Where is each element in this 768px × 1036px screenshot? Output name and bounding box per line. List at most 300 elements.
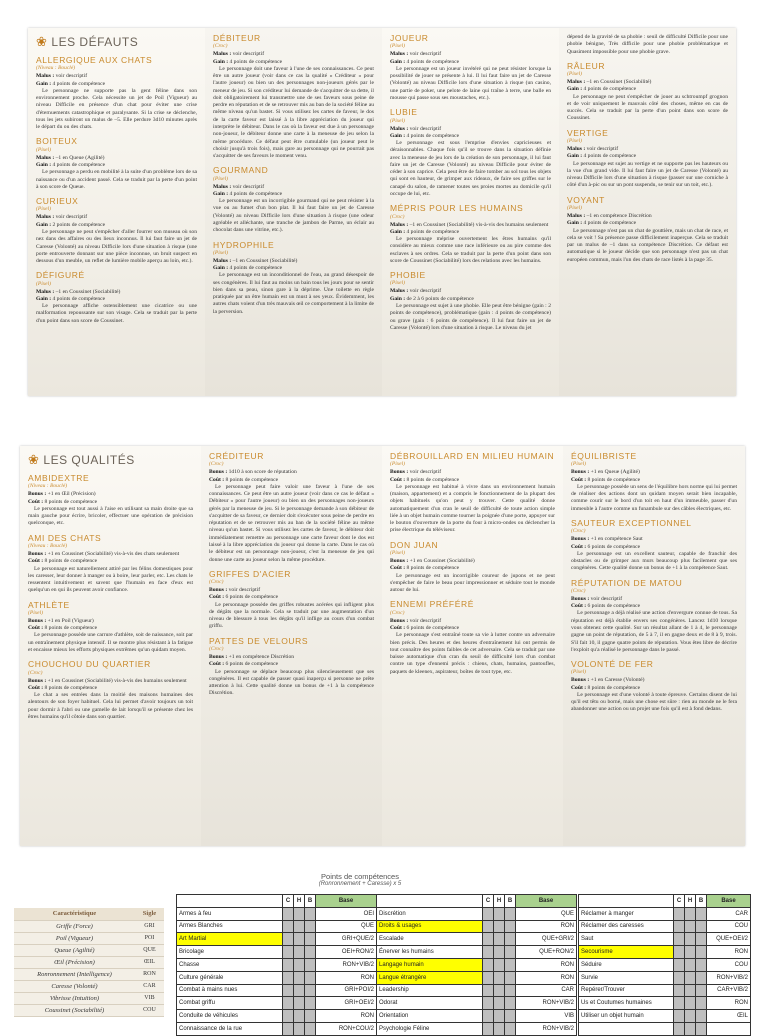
- skill-checkbox[interactable]: [294, 920, 305, 933]
- skill-checkbox[interactable]: [494, 997, 505, 1010]
- skill-checkbox[interactable]: [305, 984, 316, 997]
- skill-checkbox[interactable]: [505, 946, 516, 959]
- entry-tag: (Pixel): [390, 550, 405, 557]
- skills-table-3: [578, 894, 751, 1036]
- skill-name: Armes Blanches: [177, 920, 283, 933]
- skill-checkbox[interactable]: [305, 907, 316, 920]
- qualities-page: [20, 446, 745, 846]
- entry-stat-line: [390, 296, 551, 303]
- characteristic-abbr: COU: [135, 1004, 164, 1016]
- skill-checkbox[interactable]: [674, 920, 685, 933]
- entry-title: AMI DES CHATS: [28, 532, 102, 543]
- skill-row: [177, 946, 577, 959]
- entry-stat-label: Gain :: [390, 295, 406, 302]
- skill-row: [177, 920, 577, 933]
- entry-stat-value: –1 en Coussinet (Sociabilité): [54, 288, 121, 295]
- entry-stat-value: +1 en Coussinet (Sociabilité) vis-à-vis des chats seulement: [46, 551, 180, 558]
- entry-title: HYDROPHILE: [213, 239, 275, 250]
- skill-checkbox[interactable]: [494, 920, 505, 933]
- skills-col-header: H: [294, 895, 305, 908]
- entry-stat-line: [390, 288, 551, 295]
- entry-voyant: [567, 196, 728, 264]
- skill-checkbox[interactable]: [674, 971, 685, 984]
- skill-row: [177, 984, 577, 997]
- entry-title: VERTIGE: [567, 127, 609, 138]
- skill-checkbox[interactable]: [674, 1022, 685, 1035]
- entry-stat-line: [209, 469, 374, 476]
- skill-checkbox[interactable]: [294, 958, 305, 971]
- entry-stat-value: voir descriptif: [589, 595, 623, 602]
- skill-row: [579, 984, 751, 997]
- entry-stat-line: [28, 618, 193, 625]
- entry-stat-line: [209, 594, 374, 601]
- skills-col-header: C: [283, 895, 294, 908]
- entry-stat-value: 8 points de compétence: [43, 625, 98, 632]
- entry-stat-label: Bonus :: [209, 469, 228, 476]
- characteristic-abbr: POI: [135, 932, 164, 944]
- entry-stat-line: [571, 477, 737, 484]
- skill-checkbox[interactable]: [696, 933, 707, 946]
- points-title: Points de compétences: [321, 872, 399, 881]
- entry-stat-line: [213, 59, 374, 66]
- entry-tag: (Pixel): [571, 461, 586, 468]
- entry-don-juan: [390, 541, 555, 595]
- skill-checkbox[interactable]: [505, 971, 516, 984]
- skill-checkbox[interactable]: [674, 946, 685, 959]
- entry-stat-label: Malus :: [390, 221, 409, 228]
- skill-checkbox[interactable]: [483, 997, 494, 1010]
- skill-base: QUE+RON/2: [516, 946, 577, 959]
- skill-checkbox[interactable]: [283, 1010, 294, 1023]
- skill-checkbox[interactable]: [283, 971, 294, 984]
- skill-name: Langue étrangère: [377, 971, 483, 984]
- entry-stat-label: Gain :: [213, 190, 229, 197]
- characteristic-row: [14, 944, 164, 956]
- entry-stat-label: Coût :: [571, 476, 587, 483]
- skill-checkbox[interactable]: [305, 958, 316, 971]
- skill-checkbox[interactable]: [283, 946, 294, 959]
- entry-stat-value: 4 points de compétence: [51, 162, 106, 169]
- entry-pattes-de-velours: [209, 637, 374, 698]
- skill-name: Combat griffu: [177, 997, 283, 1010]
- skill-checkbox[interactable]: [283, 920, 294, 933]
- skill-base: CAR+VIB/2: [707, 984, 751, 997]
- skill-checkbox[interactable]: [483, 1022, 494, 1035]
- defaults-col-1: [28, 28, 205, 396]
- skill-checkbox[interactable]: [494, 1022, 505, 1035]
- skill-checkbox[interactable]: [696, 958, 707, 971]
- skill-checkbox[interactable]: [305, 946, 316, 959]
- skill-checkbox[interactable]: [674, 1010, 685, 1023]
- skill-checkbox[interactable]: [674, 907, 685, 920]
- entry-title: RÂLEUR: [567, 60, 606, 71]
- skill-checkbox[interactable]: [696, 907, 707, 920]
- characteristic-row: [14, 980, 164, 992]
- skill-checkbox[interactable]: [494, 971, 505, 984]
- entry-stat-label: Malus :: [390, 125, 409, 132]
- skill-checkbox[interactable]: [494, 933, 505, 946]
- skill-checkbox[interactable]: [674, 984, 685, 997]
- skill-row: [177, 907, 577, 920]
- skill-checkbox[interactable]: [305, 997, 316, 1010]
- entry-title: CHOUCHOU DU QUARTIER: [28, 659, 151, 670]
- skill-row: [177, 971, 577, 984]
- characteristic-row: [14, 956, 164, 968]
- skill-checkbox[interactable]: [685, 933, 696, 946]
- entry-description: Le chat a ses entrées dans la moitié des maisons humaines des alentours de son foyer habituel. Cela lui permet d'avoir toujours un toit pour dormir à l'abri ou une gamelle de lait lorsqu'il se présente chez les êtres humains qu'il côtoie dans son quartier.: [28, 692, 193, 720]
- entry-tag: (Pixel): [390, 280, 405, 287]
- skills-name-header: [177, 895, 283, 908]
- entry-stat-value: 6 points de compétence: [224, 594, 279, 601]
- skill-checkbox[interactable]: [494, 984, 505, 997]
- entry-stat-value: 8 points de compétence: [586, 684, 641, 691]
- skill-checkbox[interactable]: [685, 958, 696, 971]
- skill-checkbox[interactable]: [696, 984, 707, 997]
- skill-checkbox[interactable]: [696, 997, 707, 1010]
- entry-equilibriste: [571, 452, 737, 513]
- entry-stat-value: voir descriptif: [408, 51, 442, 58]
- paw-icon: ❀: [28, 452, 40, 467]
- skill-checkbox[interactable]: [696, 920, 707, 933]
- skill-base: GRI+QUE/2: [316, 933, 377, 946]
- skill-checkbox[interactable]: [294, 1010, 305, 1023]
- skill-checkbox[interactable]: [494, 1010, 505, 1023]
- entry-stat-value: 4 points de compétence: [405, 58, 460, 65]
- entry-stat-value: voir descriptif: [408, 288, 442, 295]
- entry-stat-line: [28, 678, 193, 685]
- entry-stat-value: voir descriptif: [408, 125, 442, 132]
- entry-stat-line: [390, 229, 551, 236]
- skill-checkbox[interactable]: [505, 984, 516, 997]
- skill-base: RON+VIB/2: [316, 958, 377, 971]
- entry-stat-value: voir descriptif: [54, 73, 88, 80]
- entry-stat-label: Coût :: [571, 684, 587, 691]
- skill-checkbox[interactable]: [294, 907, 305, 920]
- skill-base: COU: [707, 920, 751, 933]
- entry-volonte-de-fer: [571, 660, 737, 714]
- skill-checkbox[interactable]: [305, 971, 316, 984]
- skill-checkbox[interactable]: [283, 997, 294, 1010]
- skill-checkbox[interactable]: [483, 933, 494, 946]
- entry-stat-value: 4 points de compétence: [582, 86, 637, 93]
- skill-checkbox[interactable]: [494, 946, 505, 959]
- skill-checkbox[interactable]: [685, 971, 696, 984]
- entry-stat-label: Bonus :: [28, 677, 47, 684]
- skill-checkbox[interactable]: [483, 920, 494, 933]
- skill-checkbox[interactable]: [685, 946, 696, 959]
- characteristic-row: [14, 1004, 164, 1016]
- entry-tag: (Croc): [209, 579, 224, 586]
- skills-name-header: [579, 895, 674, 908]
- entry-stat-label: Coût :: [209, 594, 225, 601]
- skill-checkbox[interactable]: [305, 1010, 316, 1023]
- skill-row: [579, 920, 751, 933]
- entry-title: DON JUAN: [390, 539, 439, 550]
- entry-stat-value: voir descriptif: [585, 146, 619, 153]
- skill-name: Conduite de véhicules: [177, 1010, 283, 1023]
- entry-stat-line: [390, 625, 555, 632]
- entry-stat-line: [28, 558, 193, 565]
- skill-checkbox[interactable]: [483, 984, 494, 997]
- entry-stat-line: [213, 51, 374, 58]
- skill-name: Réclamer des caresses: [579, 920, 674, 933]
- skill-checkbox[interactable]: [674, 997, 685, 1010]
- skill-checkbox[interactable]: [505, 997, 516, 1010]
- characteristic-name: Griffe (Force): [14, 920, 135, 932]
- entry-stat-line: [567, 79, 728, 86]
- entry-title: PHOBIE: [390, 270, 426, 281]
- entry-stat-label: Bonus :: [571, 469, 590, 476]
- entry-description: Le personnage est naturellement attiré par les félins domestiques pour les caresser, leur donner à manger ou à boire, leur parler, etc. Les chats le ressentent intuitivement et savent que l'humain en face d'eux est quelqu'un en qui ils peuvent avoir confiance.: [28, 565, 193, 594]
- entry-tag: (Croc): [571, 528, 586, 535]
- entry-stat-label: Malus :: [36, 214, 55, 221]
- skill-name: Armes à feu: [177, 907, 283, 920]
- skill-checkbox[interactable]: [483, 958, 494, 971]
- characteristic-row: [14, 992, 164, 1004]
- entry-stat-line: [390, 59, 551, 66]
- skill-name: Énerver les humains: [377, 946, 483, 959]
- entry-stat-line: [209, 587, 374, 594]
- skill-checkbox[interactable]: [505, 1022, 516, 1035]
- entry-stat-line: [390, 477, 555, 484]
- skill-checkbox[interactable]: [283, 984, 294, 997]
- characteristic-name: Vibrisse (Intuition): [14, 992, 135, 1004]
- characteristic-abbr: CAR: [135, 980, 164, 992]
- skill-checkbox[interactable]: [294, 971, 305, 984]
- skills-col-header: H: [685, 895, 696, 908]
- entry-stat-line: [28, 491, 193, 498]
- skill-checkbox[interactable]: [505, 933, 516, 946]
- entry-curieux: [36, 197, 197, 265]
- skill-row: [579, 997, 751, 1010]
- entry-stat-line: [390, 558, 555, 565]
- entry-stat-label: Coût :: [28, 498, 44, 505]
- entry-stat-value: 8 points de compétence: [43, 684, 98, 691]
- skill-base: RON+VIB/2: [516, 997, 577, 1010]
- entry-stat-label: Malus :: [36, 288, 55, 295]
- entry-stat-value: –1 en Queue (Agilité): [54, 154, 105, 161]
- skill-checkbox[interactable]: [494, 958, 505, 971]
- skill-checkbox[interactable]: [483, 971, 494, 984]
- skill-checkbox[interactable]: [305, 920, 316, 933]
- skill-name: Langage humain: [377, 958, 483, 971]
- skill-checkbox[interactable]: [294, 1022, 305, 1035]
- skill-checkbox[interactable]: [696, 946, 707, 959]
- entry-griffes-d-acier: [209, 570, 374, 631]
- skill-base: RON+VIB/2: [516, 1022, 577, 1035]
- skill-checkbox[interactable]: [674, 933, 685, 946]
- characteristic-name: Queue (Agilité): [14, 944, 135, 956]
- skill-checkbox[interactable]: [283, 907, 294, 920]
- entry-title: BOITEUX: [36, 136, 78, 147]
- entry-stat-label: Malus :: [390, 288, 409, 295]
- entry-stat-line: [28, 551, 193, 558]
- skill-base: RON: [516, 920, 577, 933]
- characteristic-abbr: VIB: [135, 992, 164, 1004]
- entry-stat-label: Coût :: [390, 625, 406, 632]
- entry-title: ÉQUILIBRISTE: [571, 451, 637, 461]
- skill-checkbox[interactable]: [283, 933, 294, 946]
- entry-description: Le personnage possède une carrure d'athlète, soit de naissance, soit par un entraînement physique intensif. Il se montre plus résistant à la fatigue et encaisse mieux les efforts physiques extrêmes qu'un quidam moyen.: [28, 632, 193, 654]
- entry-stat-line: [571, 677, 737, 684]
- entry-title: JOUEUR: [390, 33, 429, 43]
- skill-row: [579, 933, 751, 946]
- skills-col-header: H: [494, 895, 505, 908]
- entry-stat-value: 8 points de compétence: [43, 558, 98, 565]
- entry-stat-label: Coût :: [571, 543, 587, 550]
- skill-checkbox[interactable]: [305, 1022, 316, 1035]
- entry-title: CURIEUX: [36, 196, 79, 207]
- skill-base: RON+VIB/2: [707, 971, 751, 984]
- entry-stat-value: 4 points de compétence: [582, 153, 637, 160]
- skill-checkbox[interactable]: [505, 1010, 516, 1023]
- skill-checkbox[interactable]: [505, 907, 516, 920]
- entry-ennemi-prefere: [390, 600, 555, 675]
- skill-name: Escalade: [377, 933, 483, 946]
- skill-base: CAR: [707, 907, 751, 920]
- entry-stat-label: Coût :: [209, 661, 225, 668]
- entry-stat-line: [213, 191, 374, 198]
- entry-stat-value: 8 points de compétence: [405, 476, 460, 483]
- characteristic-name: Poil (Vigueur): [14, 932, 135, 944]
- skill-base: RON: [516, 971, 577, 984]
- skill-checkbox[interactable]: [696, 1022, 707, 1035]
- skill-checkbox[interactable]: [294, 933, 305, 946]
- entry-sauteur-exceptionnel: [571, 519, 737, 573]
- entry-description: Le personnage a déjà réalisé une action d'envergure connue de tous. Sa réputation est déjà établie envers ses congénères. Lancez 1d10 lorsque vous obtenez cette qualité. Sur un résultat allant de 1 à 4, le personnage gagne un point de réputation, de 5 à 7, il en gagne deux et de 8 à 9, trois. S'il fait 10, il gagne quatre points de réputation. Vous êtes libre de décrire l'exploit qu'a réalisé le personnage dans le passé.: [571, 610, 737, 653]
- entry-tag: (Croc): [209, 646, 224, 653]
- entry-stat-value: 6 points de compétence: [586, 603, 641, 610]
- entry-description: Le personnage doit une faveur à l'une de ses connaissances. Ce peut être un autre joueur (voir dans ce cas la qualité « Créditeur » pour l'autre joueur) ou bien un des personnages non-joueurs gérés par le meneur de jeu. Si son créditeur lui demande de s'acquitter de sa dette, il doit obligatoirement lui transmettre une de ses faveurs sous peine de perdre en réputation et de se retrouver mis au ban de la société féline au même niveau qu'un bastet. Si vous utilisez les cartes de faveur, le dos de la carte faveur est laissé à la libre appréciation du joueur qui interprète le débiteur. Dans le cas où la faveur est due à un personnage non-joueur, le débiteur donne une carte à la meneuse de jeu selon la même procédure. Ce défaut peut être cumulable (un joueur peut le choisir jusqu'à trois fois), mais gare au personnage qui ne pourrait pas s'acquitter de ses faveurs le moment venu.: [213, 65, 374, 160]
- entry-joueur: [390, 34, 551, 102]
- characteristic-row: [14, 932, 164, 944]
- skill-base: OEI: [316, 907, 377, 920]
- entry-stat-line: [36, 155, 197, 162]
- skill-base: GRI+POI/2: [316, 984, 377, 997]
- entry-stat-label: Coût :: [390, 476, 406, 483]
- entry-debiteur: [213, 34, 374, 160]
- skill-checkbox[interactable]: [696, 971, 707, 984]
- entry-tag: (Pixel): [28, 609, 43, 616]
- skill-checkbox[interactable]: [696, 1010, 707, 1023]
- skill-base: GRI+OEI/2: [316, 997, 377, 1010]
- entry-stat-value: 4 points de compétence: [228, 58, 283, 65]
- entry-stat-label: Gain :: [36, 295, 52, 302]
- entry-stat-value: –1 en Coussinet (Sociabilité): [585, 79, 652, 86]
- skill-checkbox[interactable]: [685, 1010, 696, 1023]
- entry-stat-label: Malus :: [567, 146, 586, 153]
- entry-title: GOURMAND: [213, 165, 269, 176]
- skills-header-row: [579, 895, 751, 908]
- skills-col-header: B: [305, 895, 316, 908]
- entry-stat-label: Malus :: [567, 79, 586, 86]
- skill-name: Psychologie Féline: [377, 1022, 483, 1035]
- entry-stat-label: Bonus :: [28, 491, 47, 498]
- skill-checkbox[interactable]: [294, 946, 305, 959]
- skill-checkbox[interactable]: [283, 958, 294, 971]
- skills-table-1: [176, 894, 577, 1036]
- entry-stat-line: [390, 51, 551, 58]
- entry-stat-line: [36, 73, 197, 80]
- entry-title: ATHLÈTE: [28, 599, 70, 610]
- entry-stat-label: Malus :: [36, 154, 55, 161]
- skill-row: [579, 907, 751, 920]
- entry-tag: (Pixel): [571, 669, 586, 676]
- entry-stat-label: Gain :: [390, 58, 406, 65]
- entry-description: Le personnage est un incorrigible gourmand qui ne peut résister à la vue ou au fumet d'un bon plat. Il lui faut faire un jet de Caresse (Volonté) au niveau Difficile lors d'une situation à risque (une odeur agréable et alléchante, une tranche de jambon de Parme, un éclair au chocolat dans une vitrine, etc.).: [213, 198, 374, 234]
- entry-stat-label: Malus :: [213, 257, 232, 264]
- entry-stat-label: Bonus :: [571, 595, 590, 602]
- entry-stat-line: [213, 258, 374, 265]
- skill-checkbox[interactable]: [685, 1022, 696, 1035]
- skill-base: QUE: [316, 920, 377, 933]
- skill-checkbox[interactable]: [685, 984, 696, 997]
- entry-stat-value: 6 points de compétence: [586, 543, 641, 550]
- entry-description: Le personnage est un inconditionnel de l'eau, au grand désespoir de ses congénères. Il lui faut au moins un bain tous les jours pour se sentir bien dans sa peau, sinon gare à la déprime. Une toilette en règle pratiquée par un être humain est un must à ses yeux. Évidemment, les autres chats voient d'un très mauvais œil ce comportement à la limite de la perversion.: [213, 272, 375, 315]
- skill-checkbox[interactable]: [685, 920, 696, 933]
- entry-stat-label: Malus :: [390, 51, 409, 58]
- entry-stat-value: +1 en Queue (Agilité): [589, 469, 640, 476]
- entry-stat-value: 6 points de compétence: [224, 661, 279, 668]
- entry-stat-line: [571, 685, 737, 692]
- entry-description: Le personnage ne peut s'empêcher de jouer au schtroumpf grognon et de voir uniquement le mauvais côté des choses, même en cas de succès. Cela se traduit par la perte d'un point dans son score de Coussinet.: [567, 93, 728, 122]
- skill-checkbox[interactable]: [294, 984, 305, 997]
- entry-description: Le personnage ne supporte pas la gent féline dans son environnement proche. Cela nécessite un jet de Poil (Vigueur) au niveau Difficile en présence d'un chat pour éviter une crise d'éternuements catastrophique et paralysante. Si la crise se déclenche, tous les jets subiront un malus de –5. Elle perdure 3d10 minutes après le départ du ou des chats.: [36, 87, 197, 131]
- entry-title: ENNEMI PRÉFÉRÉ: [390, 599, 474, 610]
- entry-debrouillard-en-milieu-humain: [390, 452, 555, 535]
- skill-checkbox[interactable]: [294, 997, 305, 1010]
- skill-name: [579, 1022, 674, 1035]
- skill-checkbox[interactable]: [283, 1022, 294, 1035]
- entry-stat-line: [36, 162, 197, 169]
- entry-stat-value: 4 points de compétence: [582, 220, 637, 227]
- entry-stat-line: [571, 603, 737, 610]
- entry-allergique-aux-chats: [36, 56, 197, 131]
- skill-checkbox[interactable]: [483, 907, 494, 920]
- entry-stat-label: Coût :: [209, 476, 225, 483]
- entry-description: Le personnage affiche ostensiblement une cicatrice ou une malformation repoussante sur son visage. Cela se traduit par la perte d'un point dans son score de Coussinet.: [36, 303, 197, 324]
- skill-row: [177, 958, 577, 971]
- skill-checkbox[interactable]: [483, 946, 494, 959]
- skill-base: RON: [316, 971, 377, 984]
- entry-stat-value: 4 points de compétence: [228, 265, 283, 272]
- characteristic-name: Ronronnement (Intelligence): [14, 968, 135, 980]
- skill-checkbox[interactable]: [494, 907, 505, 920]
- defaults-page: [28, 28, 736, 396]
- entry-description: Le personnage est habitué à vivre dans un environnement humain (maison, appartement) et a compris le fonctionnement de la plupart des objets habituels qu'on peut y trouver. Cette qualité donne automatiquement d'un cran le seuil de difficulté de toute action simple liée à un objet humain comme tourner la poignée d'une porte, appuyer sur le bouton d'ouverture de la porte du four à micro-ondes ou déclencher la prise électrique du téléviseur.: [390, 483, 555, 534]
- skill-checkbox[interactable]: [305, 933, 316, 946]
- skill-checkbox[interactable]: [674, 958, 685, 971]
- skill-name: Survie: [579, 971, 674, 984]
- skill-checkbox[interactable]: [685, 907, 696, 920]
- entry-tag: (Pixel): [390, 461, 405, 468]
- skill-checkbox[interactable]: [685, 997, 696, 1010]
- entry-ami-des-chats: [28, 534, 193, 595]
- skill-row: [579, 971, 751, 984]
- skill-name: Saut: [579, 933, 674, 946]
- entry-stat-value: 1d10 à son score de réputation: [227, 469, 297, 476]
- skill-checkbox[interactable]: [505, 958, 516, 971]
- entry-defigure: [36, 271, 197, 325]
- entry-description: Le personnage est tout aussi à l'aise en utilisant sa main droite que sa main gauche pour écrire, bricoler, effectuer une opération de précision quelconque, etc.: [28, 505, 193, 527]
- entry-stat-value: +1 en compétence Discrétion: [227, 654, 295, 661]
- entry-raleur: [567, 62, 728, 123]
- skill-checkbox[interactable]: [505, 920, 516, 933]
- skills-base-header: Base: [707, 895, 751, 908]
- entry-tag: (Pixel): [390, 43, 405, 50]
- skill-checkbox[interactable]: [483, 1010, 494, 1023]
- entry-stat-value: 8 points de compétence: [224, 476, 279, 483]
